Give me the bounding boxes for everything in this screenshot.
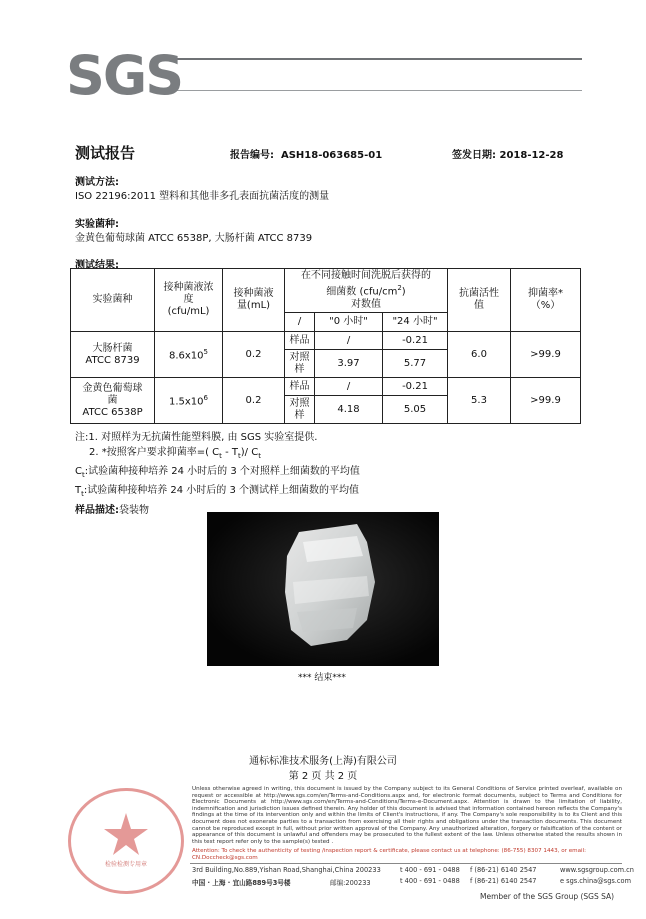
report-number: 报告编号: ASH18-063685-01	[230, 150, 383, 161]
authenticity-notice: Attention: To check the authenticity of testing /inspection report & certificate, please contact us at telephone: (86-755) 8307 1443, or email: CN.Doccheck@sgs.com	[192, 848, 587, 861]
subheader-slash: /	[285, 313, 315, 332]
sample-24h: -0.21	[383, 332, 448, 350]
page-number: 第 2 页 共 2 页	[288, 771, 358, 782]
control-24h: 5.05	[383, 396, 448, 424]
control-0h: 3.97	[315, 350, 383, 378]
header-row	[71, 269, 581, 313]
results-label: 测试结果:	[75, 260, 119, 271]
issue-date: 签发日期: 2018-12-28	[452, 150, 564, 161]
tel-1: t 400 - 691 - 0488	[400, 866, 460, 874]
table-row	[71, 332, 581, 350]
col-activity-header: 抗菌活性 值	[448, 269, 511, 332]
col-strain-header: 实验菌种	[71, 269, 155, 332]
conc-cell: $8.6x10^5$	[155, 332, 223, 378]
sample-24h: -0.21	[383, 378, 448, 396]
sample-label: 样品	[285, 378, 315, 396]
page-title: 测试报告	[75, 144, 136, 162]
company-seal	[68, 788, 184, 894]
subheader-24h: "24 小时"	[383, 313, 448, 332]
col-conc-header: 接种菌液浓 度 (cfu/mL)	[155, 269, 223, 332]
control-24h: 5.77	[383, 350, 448, 378]
fax-2: f (86-21) 6140 2547	[470, 877, 537, 885]
rate-cell: >99.9	[511, 332, 581, 378]
note-3: $C_t$:试验菌种接种培养 24 小时后的 3 个对照样上细菌数的平均值	[75, 466, 360, 479]
member-line: Member of the SGS Group (SGS SA)	[480, 892, 615, 901]
disclaimer: Unless otherwise agreed in writing, this document is issued by the Company subject to its General Conditions of Service printed overleaf, available on request or accessible at http://www.sgs.com/en/Terms-and-Conditions.aspx and, for electronic format documents, subject to Terms and Conditions for Electronic Documents at http://www.sgs.com/en/Terms-and-Conditions/Terms-e-Document.aspx. Attention is drawn to the limitation of liability, indemnification and jurisdiction issues defined therein. Any holder of this document is advised that information contained hereon reflects the Company's findings at the time of its intervention only and within the limits of Client's instructions, if any. The Company's sole responsibility is to its Client and this document does not exonerate parties to a transaction from exercising all their rights and obligations under the transaction documents. This document cannot be reproduced except in full, without prior written approval of the Company. Any unauthorized alteration, forgery or falsification of the content or appearance of this document is unlawful and offenders may be prosecuted to the fullest extent of the law. Unless otherwise stated the results shown in this test report refer only to the sample(s) tested .	[192, 786, 622, 845]
web: www.sgsgroup.com.cn	[560, 866, 634, 874]
sample-description: 样品描述:袋装物	[75, 505, 149, 516]
tel-2: t 400 - 691 - 0488	[400, 877, 460, 885]
company-name: 通标标准技术服务(上海)有限公司	[249, 756, 397, 767]
strains-label: 实验菌种:	[75, 219, 119, 230]
control-0h: 4.18	[315, 396, 383, 424]
strain-cell: 大肠杆菌 ATCC 8739	[71, 332, 155, 378]
note-4: $T_t$:试验菌种接种培养 24 小时后的 3 个测试样上细菌数的平均值	[75, 485, 360, 498]
bag-image	[207, 512, 439, 666]
control-label: 对照 样	[285, 350, 315, 378]
sample-photo	[207, 512, 439, 666]
table-row	[71, 378, 581, 396]
sgs-logo: SGS	[62, 46, 172, 106]
activity-cell: 5.3	[448, 378, 511, 424]
conc-cell: $1.5x10^6$	[155, 378, 223, 424]
subheader-0h: "0 小时"	[315, 313, 383, 332]
control-label: 对照 样	[285, 396, 315, 424]
notes	[75, 430, 360, 502]
sample-label: 样品	[285, 332, 315, 350]
results-table	[70, 268, 581, 424]
activity-cell: 6.0	[448, 332, 511, 378]
fax-1: f (86-21) 6140 2547	[470, 866, 537, 874]
address-en: 3rd Building,No.889,Yishan Road,Shanghai,China 200233	[192, 866, 381, 874]
note-1: 注:1. 对照样为无抗菌性能塑料膜, 由 SGS 实验室提供.	[75, 432, 318, 443]
seal-star-icon	[71, 791, 181, 891]
sample-0h: /	[315, 332, 383, 350]
seal-text: 检验检测专用章	[104, 861, 147, 868]
strain-cell: 金黄色葡萄球 菌 ATCC 6538P	[71, 378, 155, 424]
strains-text: 金黄色葡萄球菌 ATCC 6538P, 大肠杆菌 ATCC 8739	[75, 233, 313, 244]
col-count-header: 在不同接触时间洗脱后获得的 细菌数 $(cfu/cm^2)$ 对数值	[285, 269, 448, 313]
postcode: 邮编:200233	[330, 879, 371, 887]
col-rate-header: 抑菌率* （%）	[511, 269, 581, 332]
sample-0h: /	[315, 378, 383, 396]
rate-cell: >99.9	[511, 378, 581, 424]
note-2: 2. *按照客户要求抑菌率=( $C_t - T_t)/$ $C_t$	[89, 447, 261, 460]
volume-cell: 0.2	[223, 378, 285, 424]
address-divider	[190, 863, 622, 864]
address-cn: 中国 · 上海 · 宜山路889号3号楼	[192, 879, 291, 887]
col-volume-header: 接种菌液 量(mL)	[223, 269, 285, 332]
volume-cell: 0.2	[223, 332, 285, 378]
email: e sgs.china@sgs.com	[560, 877, 631, 885]
method-label: 测试方法:	[75, 177, 119, 188]
end-mark: *** 结束***	[298, 673, 346, 683]
method-text: ISO 22196:2011 塑料和其他非多孔表面抗菌活度的测量	[75, 191, 330, 202]
